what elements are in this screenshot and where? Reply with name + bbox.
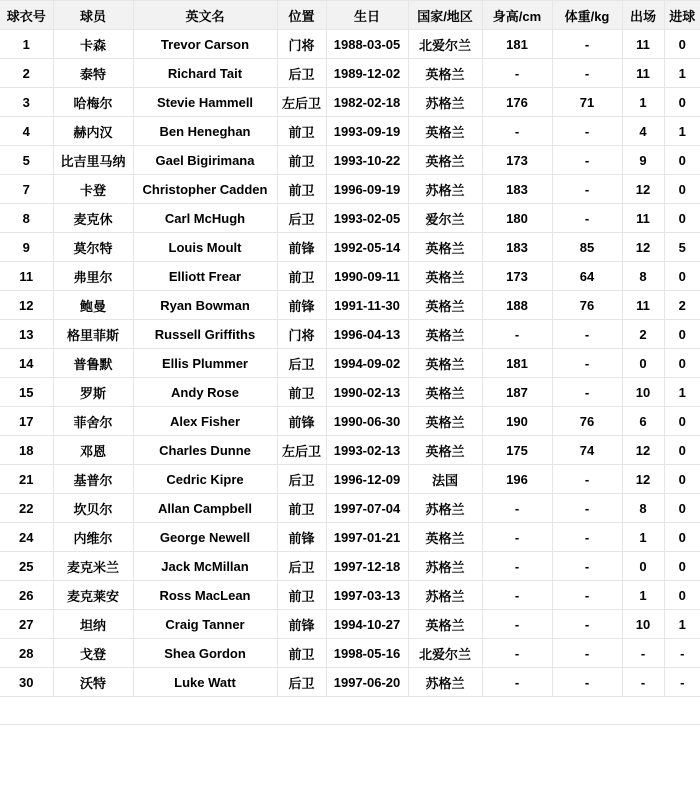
cell-appearances: 8 <box>622 494 664 523</box>
cell-height-cm: 187 <box>482 378 552 407</box>
cell-weight-kg: - <box>552 146 622 175</box>
cell-birthday: 1982-02-18 <box>326 88 408 117</box>
cell-birthday: 1993-02-05 <box>326 204 408 233</box>
cell-weight-kg: - <box>552 581 622 610</box>
table-row <box>0 523 700 552</box>
cell-appearances: 1 <box>622 88 664 117</box>
cell-goals: 0 <box>664 146 700 175</box>
cell-player: 麦克休 <box>53 204 133 233</box>
cell-country: 英格兰 <box>408 610 482 639</box>
cell-height-cm: - <box>482 320 552 349</box>
col-header-player: 球员 <box>53 1 133 30</box>
cell-country: 英格兰 <box>408 262 482 291</box>
cell-weight-kg: - <box>552 523 622 552</box>
cell-player: 鲍曼 <box>53 291 133 320</box>
cell-country: 英格兰 <box>408 291 482 320</box>
cell-height-cm: 180 <box>482 204 552 233</box>
cell-english-name: Craig Tanner <box>133 610 277 639</box>
cell-jersey-number: 28 <box>0 639 53 668</box>
table-row <box>0 59 700 88</box>
cell-english-name: Richard Tait <box>133 59 277 88</box>
cell-goals: 1 <box>664 59 700 88</box>
cell-position: 门将 <box>277 30 326 59</box>
cell-player: 赫内汉 <box>53 117 133 146</box>
cell-player: 坎贝尔 <box>53 494 133 523</box>
cell-birthday: 1991-11-30 <box>326 291 408 320</box>
cell-country: 苏格兰 <box>408 494 482 523</box>
cell-country: 英格兰 <box>408 233 482 262</box>
table-row <box>0 639 700 668</box>
cell-height-cm: - <box>482 523 552 552</box>
cell-weight-kg: 85 <box>552 233 622 262</box>
cell-english-name: Alex Fisher <box>133 407 277 436</box>
cell-position: 后卫 <box>277 668 326 697</box>
table-row <box>0 175 700 204</box>
cell-jersey-number: 24 <box>0 523 53 552</box>
cell-country: 苏格兰 <box>408 88 482 117</box>
cell-appearances: 11 <box>622 204 664 233</box>
cell-birthday: 1997-06-20 <box>326 668 408 697</box>
cell-english-name: Gael Bigirimana <box>133 146 277 175</box>
cell-country: 英格兰 <box>408 117 482 146</box>
cell-goals: 0 <box>664 465 700 494</box>
cell-player: 卡登 <box>53 175 133 204</box>
cell-player: 菲舍尔 <box>53 407 133 436</box>
cell-goals: 0 <box>664 581 700 610</box>
cell-birthday: 1993-02-13 <box>326 436 408 465</box>
cell-position: 前卫 <box>277 639 326 668</box>
cell-height-cm: 190 <box>482 407 552 436</box>
cell-birthday: 1996-04-13 <box>326 320 408 349</box>
cell-country: 英格兰 <box>408 320 482 349</box>
cell-jersey-number: 8 <box>0 204 53 233</box>
cell-jersey-number: 22 <box>0 494 53 523</box>
cell-jersey-number: 27 <box>0 610 53 639</box>
cell-appearances: 1 <box>622 523 664 552</box>
cell-jersey-number: 13 <box>0 320 53 349</box>
cell-country: 英格兰 <box>408 146 482 175</box>
cell-appearances: 4 <box>622 117 664 146</box>
table-row <box>0 494 700 523</box>
cell-english-name: Louis Moult <box>133 233 277 262</box>
cell-player: 哈梅尔 <box>53 88 133 117</box>
cell-birthday: 1996-12-09 <box>326 465 408 494</box>
cell-position: 前卫 <box>277 581 326 610</box>
col-header-weight-kg: 体重/kg <box>552 1 622 30</box>
cell-birthday: 1992-05-14 <box>326 233 408 262</box>
cell-position: 前锋 <box>277 407 326 436</box>
cell-appearances: 12 <box>622 233 664 262</box>
cell-jersey-number: 12 <box>0 291 53 320</box>
cell-weight-kg: - <box>552 175 622 204</box>
cell-weight-kg: 76 <box>552 291 622 320</box>
table-row <box>0 407 700 436</box>
cell-height-cm: - <box>482 494 552 523</box>
cell-weight-kg: - <box>552 639 622 668</box>
cell-position: 后卫 <box>277 465 326 494</box>
cell-height-cm: - <box>482 639 552 668</box>
cell-jersey-number: 9 <box>0 233 53 262</box>
cell-goals: 1 <box>664 610 700 639</box>
cell-country: 英格兰 <box>408 523 482 552</box>
cell-height-cm: 188 <box>482 291 552 320</box>
cell-goals: 0 <box>664 175 700 204</box>
cell-player: 麦克米兰 <box>53 552 133 581</box>
cell-position: 后卫 <box>277 204 326 233</box>
cell-birthday: 1997-01-21 <box>326 523 408 552</box>
cell-weight-kg: - <box>552 494 622 523</box>
col-header-goals: 进球 <box>664 1 700 30</box>
table-row <box>0 146 700 175</box>
cell-player: 泰特 <box>53 59 133 88</box>
cell-birthday: 1997-03-13 <box>326 581 408 610</box>
cell-jersey-number: 2 <box>0 59 53 88</box>
cell-height-cm: 181 <box>482 349 552 378</box>
cell-goals: 1 <box>664 378 700 407</box>
cell-jersey-number: 3 <box>0 88 53 117</box>
cell-country: 北爱尔兰 <box>408 639 482 668</box>
cell-weight-kg: - <box>552 30 622 59</box>
cell-jersey-number: 21 <box>0 465 53 494</box>
cell-birthday: 1990-09-11 <box>326 262 408 291</box>
cell-position: 前卫 <box>277 175 326 204</box>
cell-player: 格里菲斯 <box>53 320 133 349</box>
roster-body <box>0 30 700 697</box>
cell-birthday: 1990-02-13 <box>326 378 408 407</box>
cell-weight-kg: - <box>552 117 622 146</box>
cell-position: 前锋 <box>277 233 326 262</box>
cell-jersey-number: 17 <box>0 407 53 436</box>
cell-goals: 0 <box>664 30 700 59</box>
col-header-english-name: 英文名 <box>133 1 277 30</box>
cell-english-name: Jack McMillan <box>133 552 277 581</box>
cell-weight-kg: - <box>552 204 622 233</box>
cell-player: 比吉里马纳 <box>53 146 133 175</box>
table-row <box>0 262 700 291</box>
cell-jersey-number: 11 <box>0 262 53 291</box>
cell-player: 罗斯 <box>53 378 133 407</box>
cell-position: 前锋 <box>277 610 326 639</box>
cell-english-name: Cedric Kipre <box>133 465 277 494</box>
table-row <box>0 117 700 146</box>
cell-appearances: 12 <box>622 175 664 204</box>
cell-player: 戈登 <box>53 639 133 668</box>
cell-english-name: Luke Watt <box>133 668 277 697</box>
cell-jersey-number: 14 <box>0 349 53 378</box>
cell-english-name: Shea Gordon <box>133 639 277 668</box>
cell-position: 前卫 <box>277 494 326 523</box>
cell-player: 麦克莱安 <box>53 581 133 610</box>
cell-english-name: Stevie Hammell <box>133 88 277 117</box>
cell-jersey-number: 18 <box>0 436 53 465</box>
table-row <box>0 378 700 407</box>
cell-player: 普鲁默 <box>53 349 133 378</box>
cell-position: 前锋 <box>277 523 326 552</box>
cell-country: 英格兰 <box>408 349 482 378</box>
cell-birthday: 1988-03-05 <box>326 30 408 59</box>
cell-appearances: 1 <box>622 581 664 610</box>
cell-country: 英格兰 <box>408 436 482 465</box>
cell-jersey-number: 5 <box>0 146 53 175</box>
cell-appearances: 12 <box>622 465 664 494</box>
cell-goals: - <box>664 668 700 697</box>
cell-goals: - <box>664 639 700 668</box>
cell-country: 苏格兰 <box>408 552 482 581</box>
cell-country: 苏格兰 <box>408 668 482 697</box>
cell-weight-kg: - <box>552 610 622 639</box>
cell-player: 莫尔特 <box>53 233 133 262</box>
cell-player: 基普尔 <box>53 465 133 494</box>
cell-height-cm: 173 <box>482 146 552 175</box>
cell-height-cm: 183 <box>482 233 552 262</box>
cell-jersey-number: 7 <box>0 175 53 204</box>
cell-appearances: 8 <box>622 262 664 291</box>
cell-english-name: Elliott Frear <box>133 262 277 291</box>
cell-english-name: Charles Dunne <box>133 436 277 465</box>
header-row <box>0 1 700 30</box>
table-row <box>0 233 700 262</box>
cell-goals: 0 <box>664 407 700 436</box>
table-footer-strip <box>0 697 700 725</box>
cell-birthday: 1990-06-30 <box>326 407 408 436</box>
cell-birthday: 1994-09-02 <box>326 349 408 378</box>
cell-country: 英格兰 <box>408 59 482 88</box>
cell-weight-kg: 71 <box>552 88 622 117</box>
cell-goals: 1 <box>664 117 700 146</box>
cell-jersey-number: 25 <box>0 552 53 581</box>
cell-goals: 0 <box>664 523 700 552</box>
cell-appearances: 10 <box>622 378 664 407</box>
cell-position: 左后卫 <box>277 88 326 117</box>
cell-appearances: 10 <box>622 610 664 639</box>
cell-player: 弗里尔 <box>53 262 133 291</box>
cell-english-name: Trevor Carson <box>133 30 277 59</box>
cell-english-name: Allan Campbell <box>133 494 277 523</box>
cell-position: 后卫 <box>277 59 326 88</box>
cell-weight-kg: 76 <box>552 407 622 436</box>
cell-birthday: 1993-10-22 <box>326 146 408 175</box>
cell-english-name: George Newell <box>133 523 277 552</box>
table-row <box>0 436 700 465</box>
table-row <box>0 668 700 697</box>
cell-height-cm: 176 <box>482 88 552 117</box>
cell-goals: 5 <box>664 233 700 262</box>
cell-weight-kg: - <box>552 378 622 407</box>
cell-appearances: - <box>622 639 664 668</box>
cell-appearances: 0 <box>622 552 664 581</box>
cell-english-name: Ryan Bowman <box>133 291 277 320</box>
table-row <box>0 204 700 233</box>
cell-birthday: 1997-07-04 <box>326 494 408 523</box>
cell-goals: 0 <box>664 349 700 378</box>
cell-country: 英格兰 <box>408 378 482 407</box>
col-header-country: 国家/地区 <box>408 1 482 30</box>
cell-weight-kg: - <box>552 320 622 349</box>
cell-height-cm: - <box>482 610 552 639</box>
cell-height-cm: - <box>482 117 552 146</box>
cell-height-cm: - <box>482 581 552 610</box>
cell-position: 前卫 <box>277 117 326 146</box>
cell-appearances: 0 <box>622 349 664 378</box>
cell-goals: 0 <box>664 436 700 465</box>
cell-country: 爱尔兰 <box>408 204 482 233</box>
table-row <box>0 320 700 349</box>
cell-english-name: Ben Heneghan <box>133 117 277 146</box>
cell-player: 沃特 <box>53 668 133 697</box>
table-row <box>0 88 700 117</box>
table-row <box>0 552 700 581</box>
cell-appearances: 11 <box>622 30 664 59</box>
table-row <box>0 291 700 320</box>
cell-birthday: 1997-12-18 <box>326 552 408 581</box>
cell-goals: 0 <box>664 88 700 117</box>
cell-appearances: 6 <box>622 407 664 436</box>
cell-appearances: - <box>622 668 664 697</box>
cell-position: 前卫 <box>277 378 326 407</box>
cell-weight-kg: - <box>552 552 622 581</box>
cell-english-name: Andy Rose <box>133 378 277 407</box>
cell-height-cm: - <box>482 59 552 88</box>
col-header-birthday: 生日 <box>326 1 408 30</box>
cell-goals: 0 <box>664 320 700 349</box>
cell-goals: 0 <box>664 552 700 581</box>
col-header-appearances: 出场 <box>622 1 664 30</box>
cell-weight-kg: - <box>552 465 622 494</box>
cell-appearances: 11 <box>622 59 664 88</box>
cell-country: 苏格兰 <box>408 581 482 610</box>
cell-country: 北爱尔兰 <box>408 30 482 59</box>
cell-appearances: 11 <box>622 291 664 320</box>
cell-goals: 2 <box>664 291 700 320</box>
col-header-height-cm: 身高/cm <box>482 1 552 30</box>
cell-jersey-number: 26 <box>0 581 53 610</box>
cell-english-name: Christopher Cadden <box>133 175 277 204</box>
cell-english-name: Ross MacLean <box>133 581 277 610</box>
cell-player: 卡森 <box>53 30 133 59</box>
cell-english-name: Ellis Plummer <box>133 349 277 378</box>
cell-position: 后卫 <box>277 552 326 581</box>
cell-country: 英格兰 <box>408 407 482 436</box>
cell-height-cm: 175 <box>482 436 552 465</box>
cell-jersey-number: 4 <box>0 117 53 146</box>
cell-birthday: 1996-09-19 <box>326 175 408 204</box>
cell-country: 法国 <box>408 465 482 494</box>
cell-position: 门将 <box>277 320 326 349</box>
cell-appearances: 2 <box>622 320 664 349</box>
cell-player: 坦纳 <box>53 610 133 639</box>
cell-player: 内维尔 <box>53 523 133 552</box>
cell-position: 后卫 <box>277 349 326 378</box>
cell-height-cm: 181 <box>482 30 552 59</box>
cell-height-cm: 196 <box>482 465 552 494</box>
cell-birthday: 1989-12-02 <box>326 59 408 88</box>
cell-birthday: 1998-05-16 <box>326 639 408 668</box>
cell-appearances: 12 <box>622 436 664 465</box>
cell-birthday: 1993-09-19 <box>326 117 408 146</box>
cell-weight-kg: - <box>552 668 622 697</box>
cell-height-cm: - <box>482 552 552 581</box>
cell-country: 苏格兰 <box>408 175 482 204</box>
cell-jersey-number: 1 <box>0 30 53 59</box>
cell-goals: 0 <box>664 494 700 523</box>
cell-player: 邓恩 <box>53 436 133 465</box>
cell-weight-kg: - <box>552 349 622 378</box>
cell-birthday: 1994-10-27 <box>326 610 408 639</box>
cell-weight-kg: - <box>552 59 622 88</box>
cell-height-cm: - <box>482 668 552 697</box>
cell-english-name: Russell Griffiths <box>133 320 277 349</box>
table-row <box>0 610 700 639</box>
table-row <box>0 30 700 59</box>
table-row <box>0 581 700 610</box>
cell-position: 前卫 <box>277 146 326 175</box>
cell-position: 前卫 <box>277 262 326 291</box>
cell-position: 前锋 <box>277 291 326 320</box>
cell-jersey-number: 30 <box>0 668 53 697</box>
cell-jersey-number: 15 <box>0 378 53 407</box>
cell-position: 左后卫 <box>277 436 326 465</box>
cell-weight-kg: 64 <box>552 262 622 291</box>
cell-weight-kg: 74 <box>552 436 622 465</box>
cell-english-name: Carl McHugh <box>133 204 277 233</box>
cell-appearances: 9 <box>622 146 664 175</box>
col-header-position: 位置 <box>277 1 326 30</box>
table-row <box>0 465 700 494</box>
col-header-jersey-number: 球衣号 <box>0 1 53 30</box>
table-row <box>0 349 700 378</box>
cell-height-cm: 183 <box>482 175 552 204</box>
cell-goals: 0 <box>664 204 700 233</box>
cell-height-cm: 173 <box>482 262 552 291</box>
cell-goals: 0 <box>664 262 700 291</box>
